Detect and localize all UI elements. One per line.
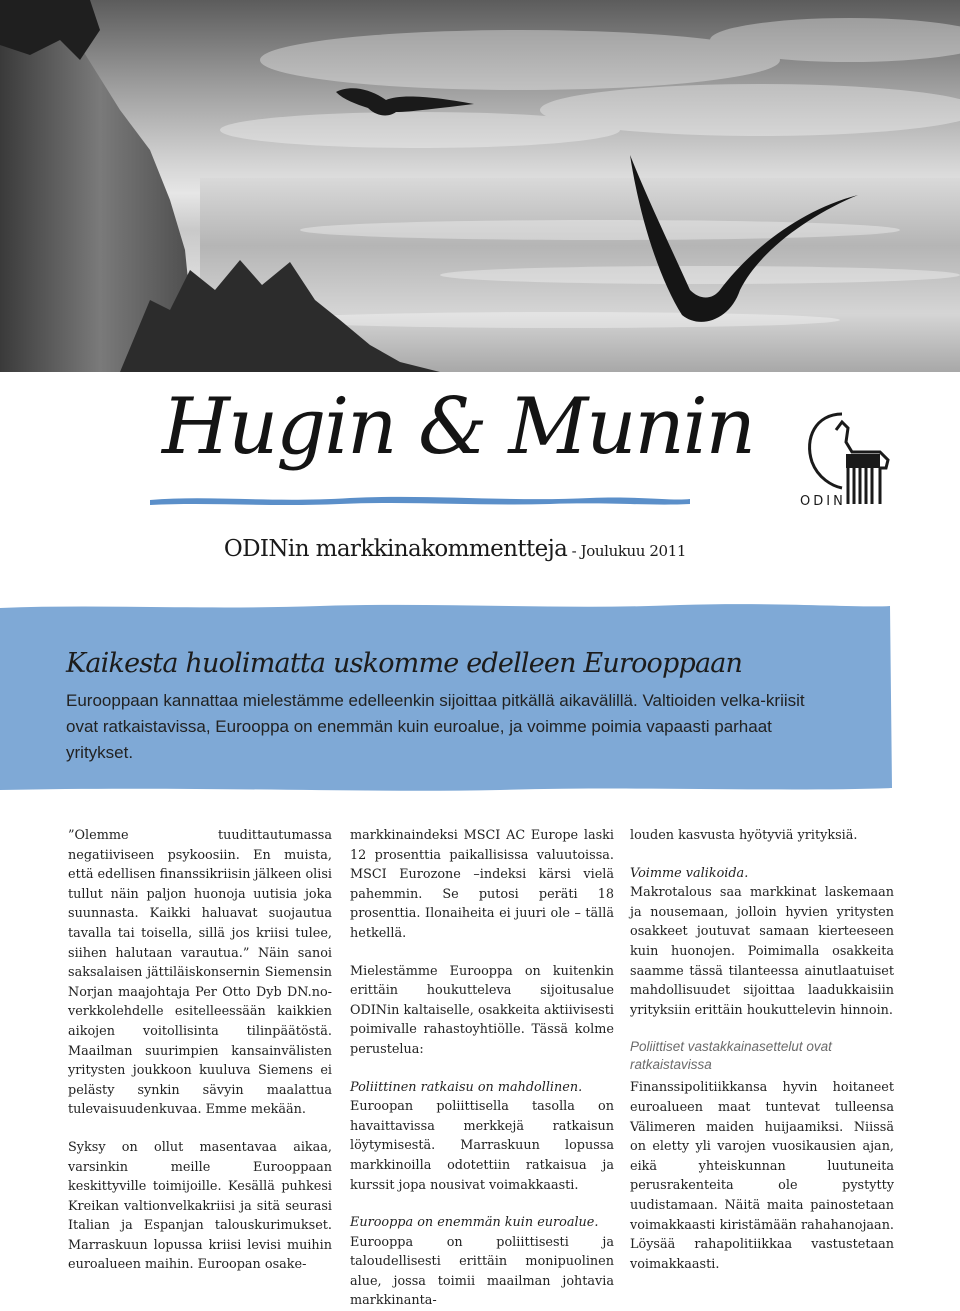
col3-paragraph-2: Makrotalous saa markkinat laskemaan ja nousemaan, jolloin hyvien yritysten osakkeet joutuvat samaan kierteeseen kuin huonojen. Poimimalla osakkeita saamme tässä tilanteessa ainutlaatuiset mahdollisuudet sijoittaa laadukkaisiin yrityksiin erittäin houkuttelevin hinnoin. [630, 885, 894, 1018]
column-1 [68, 826, 332, 1293]
col1-paragraph-2: Syksy on ollut masentavaa aikaa, varsinkin meille Eurooppaan keskittyville toimijoille. Kesällä puhkesi Kreikan valtionvelkakriisi ja sitä seurasi Italian ja Espanjan talouskurimukset. Marraskuun lopussa kriisi levisi muihin euroalueen maihin. Euroopan osake- [68, 1139, 332, 1273]
col2-paragraph-1: markkinaindeksi MSCI AC Europe laski 12 prosenttia paikallisissa valuutoissa. MSCI Eurozone –indeksi kärsi vielä pahemmin. Se putosi peräti 18 prosenttia. Ilonaiheita ei juuri ole – tällä hetkellä. [350, 828, 614, 941]
col2-subheading-1: Poliittinen ratkaisu on mahdollinen. [350, 1079, 583, 1095]
issue-date: - Joulukuu 2011 [567, 542, 686, 560]
odin-horse-logo-icon [796, 408, 906, 508]
col2-paragraph-4: Eurooppa on poliittisesti ja taloudellisesti erittäin monipuolinen alue, jossa toimii maailman johtavia markkinanta- [350, 1234, 614, 1309]
raven-small-icon [336, 88, 474, 115]
col3-paragraph-1: louden kasvusta hyötyviä yrityksiä. [630, 828, 858, 843]
hero-illustration [0, 0, 960, 372]
lead-text: Eurooppaan kannattaa mielestämme edelleenkin sijoittaa pitkällä aikavälillä. Valtioiden velka-kriisit ovat ratkaistavissa, Eurooppa on enemmän kuin euroalue, ja voimme poimia vapaasti parhaat yritykset. [66, 691, 805, 762]
col2-subheading-2: Eurooppa on enemmän kuin euroalue. [350, 1215, 599, 1231]
col2-paragraph-3: Euroopan poliittisella tasolla on havaittavissa merkkejä ratkaisun löytymisestä. Marraskuun lopussa markkinoilla odotettiin ratkaisua ja kurssit jopa nousivat voimakkaasti. [350, 1099, 614, 1193]
odin-logo-text: ODIN [800, 494, 846, 509]
column-2 [350, 826, 614, 1311]
col3-subheading-2: Poliittiset vastakkainasettelut ovat ratkaistavissa [630, 1039, 832, 1073]
hero-photo [0, 0, 960, 372]
clouds [220, 18, 960, 148]
col2-paragraph-2: Mielestämme Eurooppa on kuitenkin erittäin houkutteleva sijoitusalue ODINin kaltaiselle, osakkeita aktiivisesti poimivalle rahastoyhtiölle. Tässä kolme perustelua: [350, 963, 614, 1057]
col1-paragraph-1: ”Olemme tuudittautumassa negatiiviseen psykoosiin. En muista, että edellisen finanssikriisin jälkeen olisi tullut näin paljon huonoja uutisia joka suunnasta. Kaikki haluavat suojautua tavalla tai toisella, sillä jos kriisi tulee, siihen halutaan varautua.” Näin sanoi saksalaisen jättiläiskonsernin Siemensin Norjan maajohtaja Per Otto Dyb DN.no-verkkolehdelle esitelleessään kaikkien aikojen voitollisinta tilinpäätöstä. Maailman suurimpien kansainvälisten yritysten joukkoon kuuluva Siemens ei pelästy synkin sävyin maalattua tulevaisuudenkuvaa. Emme mekään. [68, 828, 332, 1118]
column-3 [630, 826, 894, 1274]
masthead-title: Hugin & Munin [162, 382, 754, 472]
issue-subtitle [224, 536, 686, 562]
col3-paragraph-3: Finanssipolitiikkansa hyvin hoitaneet euroalueen maat tuntevat tulleensa Välimeren maiden huijaamiksi. Niissä on eletty yli varojen vuosikausien ajan, eikä yhteiskunnan luutuneita perusrakenteita ole pystytty uudistamaan. Näitä maita painostetaan voimakkaasti kiristämään rahahanojaan. Löysää rahapolitiikkaa vastustetaan voimakkaasti. [630, 1080, 894, 1272]
lead-heading: Kaikesta huolimatta uskomme edelleen Eurooppaan [66, 648, 743, 679]
subtitle-main: ODINin markkinakommentteja [223, 536, 568, 562]
title-underline-rule [150, 492, 690, 508]
col3-subheading-1: Voimme valikoida. [630, 865, 749, 881]
